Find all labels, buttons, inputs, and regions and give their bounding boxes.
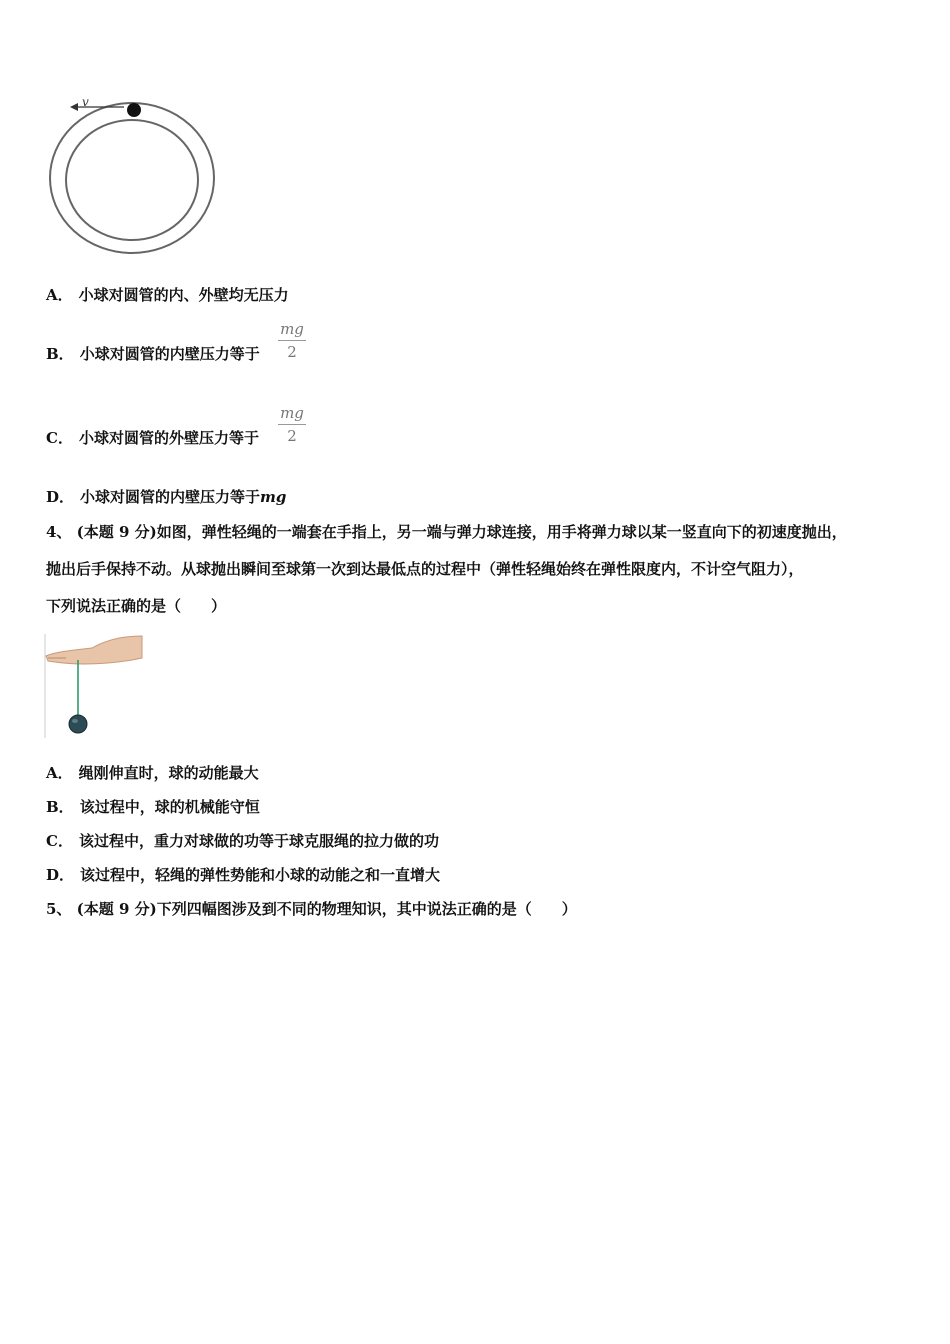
option-a-q3: A． 小球对圆管的内、外壁均无压力 xyxy=(46,286,289,304)
fraction-mg-over-2-b: mg 2 xyxy=(278,320,306,361)
question-4-line-3: 下列说法正确的是（ ） xyxy=(46,597,227,615)
inner-tube-wall xyxy=(66,120,198,240)
outer-tube-wall xyxy=(50,103,214,253)
ball xyxy=(127,103,141,117)
option-d-q3: D． 小球对圆管的内壁压力等于mg xyxy=(46,488,287,506)
velocity-label: v xyxy=(82,95,89,109)
option-c-q3: C． 小球对圆管的外壁压力等于 xyxy=(46,429,259,447)
option-a-q4: A． 绳刚伸直时，球的动能最大 xyxy=(46,764,259,782)
question-5: 5、 (本题 9 分)下列四幅图涉及到不同的物理知识，其中说法正确的是（ ） xyxy=(46,900,577,918)
ball-highlight xyxy=(72,719,78,723)
circular-tube-figure xyxy=(44,94,220,258)
option-b-q3: B． 小球对圆管的内壁压力等于 xyxy=(46,345,260,363)
hand-ball-figure xyxy=(44,634,146,738)
option-d-q4: D． 该过程中，轻绳的弹性势能和小球的动能之和一直增大 xyxy=(46,866,441,884)
option-b-q4: B． 该过程中，球的机械能守恒 xyxy=(46,798,260,816)
question-4-line-1: 4、 (本题 9 分)如图，弹性轻绳的一端套在手指上，另一端与弹力球连接，用手将弹力球以某一竖直向下的初速度抛出， xyxy=(46,523,847,541)
question-4-line-2: 抛出后手保持不动。从球抛出瞬间至球第一次到达最低点的过程中（弹性轻绳始终在弹性限度内，不计空气阻力）， xyxy=(46,560,804,578)
hand-icon xyxy=(46,636,142,664)
arrow-head-icon xyxy=(70,103,78,111)
ball-icon xyxy=(69,715,87,733)
option-c-q4: C． 该过程中，重力对球做的功等于球克服绳的拉力做的功 xyxy=(46,832,439,850)
fraction-mg-over-2-c: mg 2 xyxy=(278,404,306,445)
